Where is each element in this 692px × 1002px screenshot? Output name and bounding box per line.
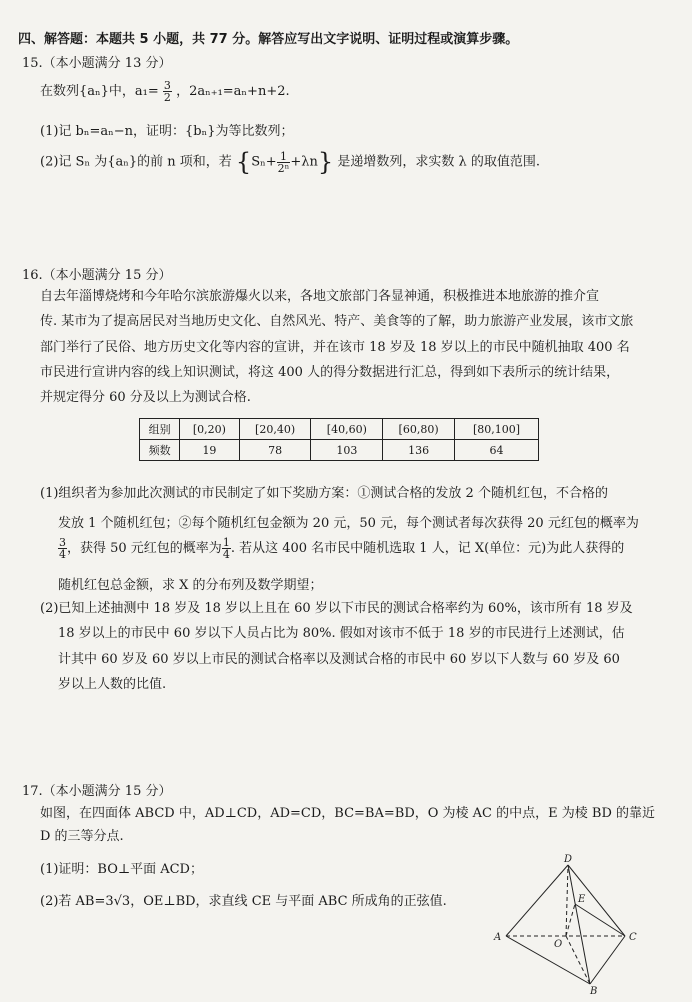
table-cell: [80,100] [454,419,538,440]
q15-part2-den: 2ⁿ [277,161,290,175]
q16-frac1-den: 4 [59,548,66,561]
edge-dc [568,865,625,936]
table-cell: [40,60) [311,419,383,440]
q15-stem-fraction [163,80,172,103]
q16-part2 [40,596,633,697]
table-cell: 频数 [140,440,180,461]
left-brace: { [235,148,252,176]
q15-part2 [40,150,540,174]
q16-frac1 [58,537,67,560]
table-cell: 组别 [140,419,180,440]
q17-part1: (1)证明：BO⊥平面 ACD； [40,862,203,877]
segment-od [566,865,568,936]
table-cell: 78 [239,440,311,461]
q17-stem [40,802,655,849]
edge-ab [506,936,590,984]
q17-stem-line: D 的三等分点. [40,829,124,845]
table-cell: 103 [311,440,383,461]
tetrahedron-figure [488,852,648,996]
q16-part1-line3 [58,537,624,560]
q16-part1-line3-a: ，获得 50 元红包的概率为 [67,541,222,556]
label-e: E [578,894,586,905]
label-o: O [554,939,563,950]
q16-intro-line: 并规定得分 60 分及以上为测试合格. [40,390,251,406]
table-cell: [20,40) [239,419,311,440]
q16-intro-line: 市民进行宣讲内容的线上知识测试，将这 400 人的得分数据进行汇总，得到如下表所示的统计结果， [40,365,620,381]
table-row-groups [140,419,539,440]
q17-header: 17.（本小题满分 15 分） [22,784,172,799]
q16-part1-line4: 随机红包总金额，求 X 的分布列及数学期望； [58,578,323,593]
q15-stem-a: 在数列{aₙ}中，a₁= [40,84,159,99]
q15-part2-fraction [277,151,291,174]
table-cell: 136 [383,440,455,461]
right-brace: } [317,148,334,176]
q16-intro [40,284,633,411]
q15-header: 15.（本小题满分 13 分） [22,56,172,71]
q16-part1-line1: (1)组织者为参加此次测试的市民制定了如下奖励方案：①测试合格的发放 2 个随机红包，不合格的 [40,486,608,501]
q15-part1: (1)记 bₙ=aₙ−n，证明：{bₙ}为等比数列； [40,124,294,139]
table-cell: [0,20) [180,419,240,440]
q16-part1-line2: 发放 1 个随机红包；②每个随机红包金额为 20 元，50 元，每个测试者每次获得 20 元红包的概率为 [58,516,639,531]
q15-part2-b: 是递增数列，求实数 λ 的取值范围. [337,154,540,170]
q15-stem-b: ，2aₙ₊₁=aₙ+n+2. [176,84,290,99]
q16-frac1-num: 3 [59,536,66,549]
q15-part2-l: +λn [290,154,318,170]
q15-part2-a: (2)记 Sₙ 为{aₙ}的前 n 项和，若 [40,154,232,170]
q17-stem-line: 如图，在四面体 ABCD 中，AD⊥CD，AD=CD，BC=BA=BD，O 为棱 AC 的中点，E 为棱 BD 的靠近 [40,806,655,821]
q15-stem [40,80,290,103]
segment-oe [566,904,575,936]
q16-part2-line: 计其中 60 岁及 60 岁以上市民的测试合格率以及测试合格的市民中 60 岁以下人数与 60 岁及 60 [58,651,620,667]
q16-intro-line: 自去年淄博烧烤和今年哈尔滨旅游爆火以来，各地文旅部门各显神通，积极推进本地旅游的推介宣 [40,289,600,304]
score-table [139,418,539,461]
q16-header: 16.（本小题满分 15 分） [22,268,172,283]
label-d: D [564,854,573,865]
q15-stem-den: 2 [163,91,171,104]
q16-intro-line: 部门举行了民俗、地方历史文化等内容的宣讲，并在该市 18 岁及 18 岁以上的市民中随机抽取 400 名 [40,339,630,355]
section-title: 四、解答题：本题共 5 小题，共 77 分。解答应写出文字说明、证明过程或演算步骤。 [18,32,519,47]
table-cell: 64 [454,440,538,461]
q16-part2-line: 18 岁以上的市民中 60 岁以下人员占比为 80%. 假如对该市不低于 18 岁的市民进行上述测试，估 [58,626,625,642]
q15-stem-num: 3 [163,79,171,92]
q16-intro-line: 传. 某市为了提高居民对当地历史文化、自然风光、特产、美食等的了解，助力旅游产业发展，该市文旅 [40,314,634,330]
q16-part2-line: 岁以上人数的比值. [58,677,167,693]
q16-part2-line: (2)已知上述抽测中 18 岁及 18 岁以上且在 60 岁以下市民的测试合格率约为 60%，该市所有 18 岁及 [40,601,633,616]
q16-frac2-num: 1 [222,536,230,549]
q16-frac2-den: 4 [222,548,230,561]
edge-bc [590,936,625,984]
edge-db [568,865,590,984]
q16-part1-line3-b: . 若从这 400 名市民中随机选取 1 人，记 X(单位：元)为此人获得的 [230,541,625,556]
table-cell: [60,80) [383,419,455,440]
table-row-counts [140,440,539,461]
edge-ad [506,865,568,936]
q17-part2: (2)若 AB=3√3，OE⊥BD，求直线 CE 与平面 ABC 所成角的正弦值. [40,894,447,909]
table-cell: 19 [180,440,240,461]
q16-frac2 [222,537,231,560]
q15-part2-num: 1 [277,151,291,163]
q15-part2-s: Sₙ+ [251,154,277,170]
label-b: B [590,986,598,996]
label-c: C [629,932,637,943]
segment-ec [575,904,625,936]
label-a: A [494,932,502,943]
